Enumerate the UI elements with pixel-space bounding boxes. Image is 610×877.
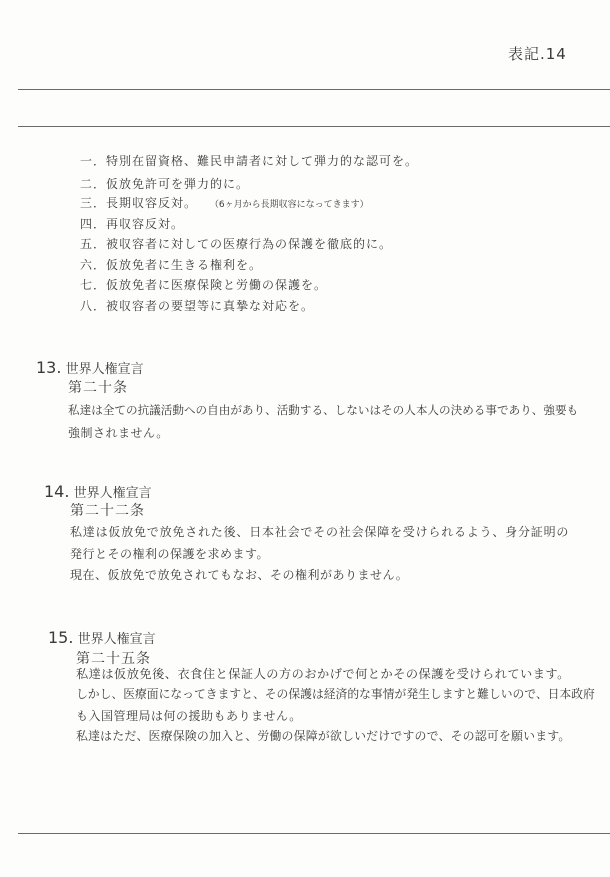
section-number: 14. [44, 482, 70, 501]
list-item-text: 被収容者に対しての医療行為の保護を徹底的に。 [106, 237, 393, 251]
body-line: しかし、医療面になってきますと、その保護は経済的な事情が発生しますと難しいので、日本政府 [76, 687, 595, 701]
list-item: 五．被収容者に対しての医療行為の保護を徹底的に。 [80, 237, 393, 251]
section-number: 15. [48, 628, 74, 647]
list-item-text: 仮放免許可を弾力的に。 [106, 177, 250, 191]
body-line: 私達は全ての抗議活動への自由があり、活動する、しないはその人本人の決める事であり、強要も [68, 403, 579, 417]
list-item-text: 仮放免者に生きる権利を。 [106, 258, 263, 272]
footer-divider [18, 833, 610, 834]
article-label: 第二十五条 [76, 651, 151, 667]
list-item-text: 長期収容反対。 [106, 196, 198, 210]
list-item: 八．被収容者の要望等に真摯な対応を。 [80, 299, 315, 313]
section-number: 13. [36, 358, 62, 377]
list-item: 四．再収容反対。 [80, 217, 185, 231]
list-item-number: 六 [80, 258, 94, 272]
list-item-text: 仮放免者に医療保険と労働の保護を。 [106, 278, 328, 292]
body-line: 強制されません。 [68, 426, 169, 440]
list-item-text: 被収容者の要望等に真摯な対応を。 [106, 299, 315, 313]
list-item: 三．長期収容反対。 （6ヶ月から長期収容になってきます） [80, 196, 369, 210]
article-label: 第二十二条 [70, 503, 145, 519]
body-line: 私達は仮放免後、衣食住と保証人の方のおかげで何とかその保護を受けられています。 [76, 667, 570, 681]
list-item-number: 二 [80, 177, 94, 191]
page-number: 表記.14 [508, 45, 567, 63]
list-item: 二．仮放免許可を弾力的に。 [80, 177, 250, 191]
body-line: も入国管理局は何の援助もありません。 [76, 709, 302, 723]
list-item-number: 四 [80, 217, 94, 231]
body-line: 発行とその権利の保護を求めます。 [70, 547, 270, 561]
header-divider-top [18, 89, 610, 90]
section-heading [36, 360, 144, 376]
article-label: 第二十条 [68, 380, 128, 396]
body-line: 現在、仮放免で放免されてもなお、その権利がありません。 [70, 568, 409, 582]
list-item-note: （6ヶ月から長期収容になってきます） [209, 200, 369, 210]
list-item-number: 三 [80, 196, 94, 210]
list-item: 七．仮放免者に医療保険と労働の保護を。 [80, 278, 328, 292]
section-title: 世界人権宣言 [73, 486, 152, 501]
section-title: 世界人権宣言 [77, 632, 156, 647]
body-line: 私達はただ、医療保険の加入と、労働の保障が欲しいだけですので、その認可を願います。 [76, 729, 571, 743]
list-item: 六．仮放免者に生きる権利を。 [80, 258, 263, 272]
list-item-number: 七 [80, 278, 94, 292]
list-item-number: 五 [80, 237, 94, 251]
list-item-text: 特別在留資格、難民申請者に対して弾力的な認可を。 [106, 154, 419, 168]
list-item-text: 再収容反対。 [106, 217, 185, 231]
section-heading [48, 630, 156, 646]
list-item-number: 一 [80, 154, 94, 168]
body-line: 私達は仮放免で放免された後、日本社会でその社会保障を受けられるよう、身分証明の [70, 525, 570, 539]
section-heading [44, 484, 152, 500]
header-divider-bottom [18, 126, 610, 127]
list-item: 一．特別在留資格、難民申請者に対して弾力的な認可を。 [80, 154, 419, 168]
section-title: 世界人権宣言 [65, 362, 144, 377]
list-item-number: 八 [80, 299, 94, 313]
